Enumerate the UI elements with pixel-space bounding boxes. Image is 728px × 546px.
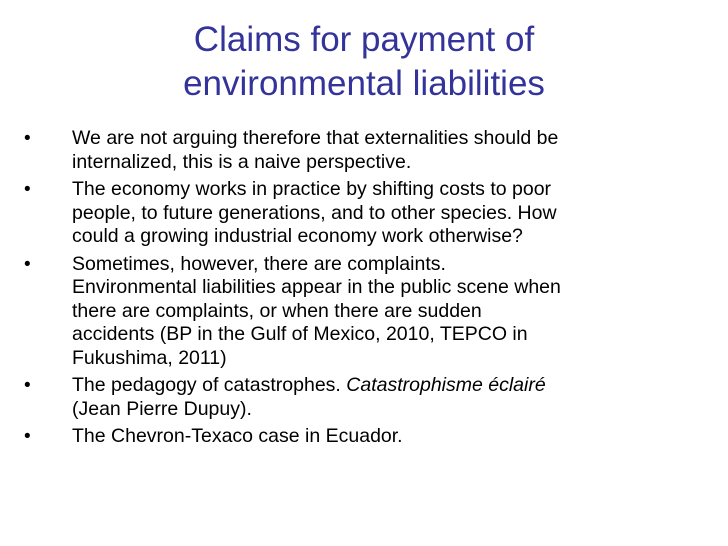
bullet-text [72, 127, 704, 174]
bullet-line: accidents (BP in the Gulf of Mexico, 2010, TEPCO in [72, 323, 528, 345]
bullet-list [24, 127, 704, 453]
bullet-line: could a growing industrial economy work otherwise? [72, 225, 523, 247]
bullet-text [72, 253, 704, 371]
bullet-item-2 [24, 178, 704, 249]
bullet-text [72, 178, 704, 249]
bullet-item-3 [24, 253, 704, 371]
bullet-line: people, to future generations, and to other species. How [72, 201, 557, 224]
bullet-item-5 [24, 425, 704, 449]
bullet-marker: • [24, 128, 31, 149]
bullet-line: Sometimes, however, there are complaints. [72, 252, 446, 275]
bullet-marker: • [24, 179, 31, 200]
book-title-italic: Catastrophisme éclairé [346, 374, 546, 396]
bullet-marker: • [24, 253, 31, 275]
slide-title-line-2: environmental liabilities [183, 64, 545, 103]
bullet-marker: • [24, 426, 31, 447]
bullet-line: The economy works in practice by shifting costs to poor [72, 178, 552, 200]
bullet-line: (Jean Pierre Dupuy). [72, 397, 252, 420]
bullet-line: Environmental liabilities appear in the public scene when [72, 276, 561, 298]
bullet-plain-text: The pedagogy of catastrophes. [72, 374, 347, 396]
bullet-line: internalized, this is a naive perspective. [72, 150, 412, 173]
bullet-line: there are complaints, or when there are sudden [72, 299, 482, 322]
bullet-item-4 [24, 374, 704, 421]
bullet-line: The Chevron-Texaco case in Ecuador. [72, 425, 403, 447]
slide-title [0, 18, 728, 106]
bullet-line: Fukushima, 2011) [72, 346, 227, 369]
slide-title-line-1: Claims for payment of [193, 20, 535, 59]
bullet-text [72, 374, 704, 421]
bullet-marker: • [24, 375, 31, 396]
bullet-line [72, 374, 704, 398]
bullet-line: We are not arguing therefore that externalities should be [72, 127, 559, 149]
bullet-text [72, 425, 704, 449]
bullet-item-1 [24, 127, 704, 174]
